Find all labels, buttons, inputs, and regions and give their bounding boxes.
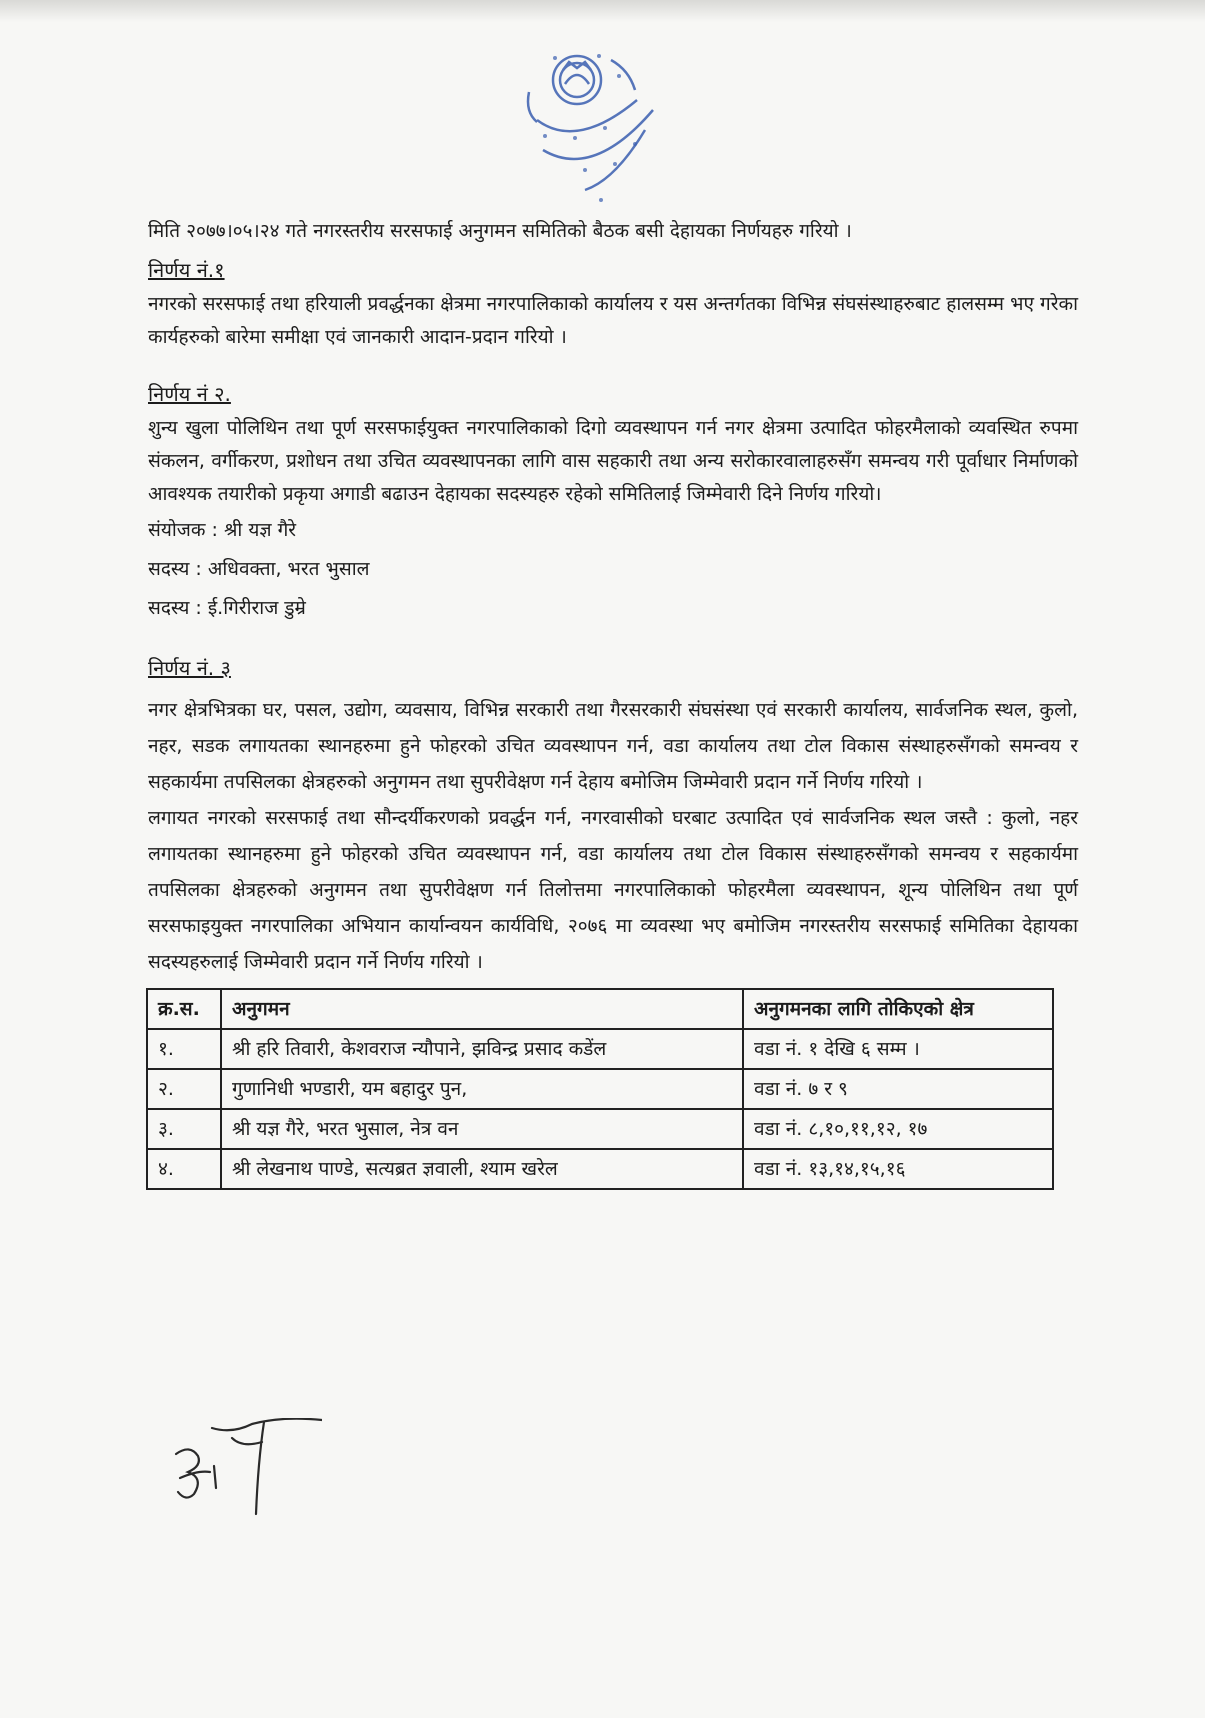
decision-3-text: नगर क्षेत्रभित्रका घर, पसल, उद्योग, व्यवसाय, विभिन्न सरकारी तथा गैरसरकारी संघसंस्था एवं सरकारी कार्यालय, सार्वजनिक स्थल, कुलो, नहर, सडक लगायतका स्थानहरुमा हुने फोहरको उचित व्यवस्थापन गर्न, वडा कार्यालय तथा टोल विकास संस्थाहरुसँगको समन्वय र सहकार्यमा तपसिलका क्षेत्रहरुको अनुगमन तथा सुपरीवेक्षण गर्न देहाय बमोजिम जिम्मेवारी प्रदान गर्ने निर्णय गरियो ।: [148, 699, 1078, 793]
cell-monitors: श्री यज्ञ गैरे, भरत भुसाल, नेत्र वन: [221, 1109, 743, 1149]
table-row: [147, 1069, 1053, 1109]
decision-2-text: शुन्य खुला पोलिथिन तथा पूर्ण सरसफाईयुक्त नगरपालिकाको दिगो व्यवस्थापन गर्न नगर क्षेत्रमा उत्पादित फोहरमैलाको व्यवस्थित रुपमा संकलन, वर्गीकरण, प्रशोधन तथा उचित व्यवस्थापनका लागि वास सहकारी तथा अन्य सरोकारवालाहरुसँग समन्वय गरी पूर्वाधार निर्माणको आवश्यक तयारीको प्रकृया अगाडी बढाउन देहायका सदस्यहरु रहेको समितिलाई जिम्मेवारी दिने निर्णय गरियो।: [148, 417, 1078, 505]
seal-stamp-icon: [515, 40, 675, 215]
cell-serial: २.: [147, 1069, 221, 1109]
decision-3-heading: निर्णय नं. ३: [148, 656, 231, 680]
handwritten-signature: [172, 1418, 322, 1518]
table-row: [147, 1149, 1053, 1189]
signature-scribble-icon: [172, 1418, 322, 1518]
document-body: [148, 215, 1078, 1190]
decision-3-text-continued: लगायत नगरको सरसफाई तथा सौन्दर्यीकरणको प्रवर्द्धन गर्न, नगरवासीको घरबाट उत्पादित एवं सार्वजनिक स्थल जस्तै : कुलो, नहर लगायतका स्थानहरुमा हुने फोहरको उचित व्यवस्थापन गर्न, वडा कार्यालय तथा टोल विकास संस्थाहरुसँगको समन्वय र सहकार्यमा तपसिलका क्षेत्रहरुको अनुगमन तथा सुपरीवेक्षण गर्न तिलोत्तमा नगरपालिकाको फोहरमैला व्यवस्थापन, शून्य पोलिथिन तथा पूर्ण सरसफाइयुक्त नगरपालिका अभियान कार्यान्वयन कार्यविधि, २०७६ मा व्यवस्था भए बमोजिम नगरस्तरीय सरसफाई समितिका देहायका सदस्यहरुलाई जिम्मेवारी प्रदान गर्ने निर्णय गरियो ।: [148, 807, 1078, 973]
cell-monitors: श्री लेखनाथ पाण्डे, सत्यब्रत ज्ञवाली, श्याम खरेल: [221, 1149, 743, 1189]
committee-member: सदस्य : ई.गिरीराज डुम्रे: [148, 597, 306, 619]
cell-serial: १.: [147, 1029, 221, 1069]
monitoring-assignment-table: [146, 988, 1054, 1190]
municipality-seal: [515, 40, 675, 215]
cell-serial: ४.: [147, 1149, 221, 1189]
table-row: [147, 1109, 1053, 1149]
decision-2-heading: निर्णय नं २.: [148, 382, 231, 406]
column-header-monitors: अनुगमन: [221, 989, 743, 1029]
cell-monitors: गुणानिधी भण्डारी, यम बहादुर पुन,: [221, 1069, 743, 1109]
committee-coordinator: संयोजक : श्री यज्ञ गैरे: [148, 519, 297, 541]
cell-monitors: श्री हरि तिवारी, केशवराज न्यौपाने, झविन्द्र प्रसाद कडेंल: [221, 1029, 743, 1069]
decision-1-heading: निर्णय नं.१: [148, 258, 225, 282]
scan-edge-shadow: [0, 0, 1205, 22]
decision-1-text: नगरको सरसफाई तथा हरियाली प्रवर्द्धनका क्षेत्रमा नगरपालिकाको कार्यालय र यस अन्तर्गतका विभिन्न संघसंस्थाहरुबाट हालसम्म भए गरेका कार्यहरुको बारेमा समीक्षा एवं जानकारी आदान-प्रदान गरियो ।: [148, 293, 1078, 348]
column-header-serial: क्र.स.: [147, 989, 221, 1029]
column-header-area: अनुगमनका लागि तोकिएको क्षेत्र: [743, 989, 1053, 1029]
cell-area: वडा नं. ८,१०,११,१२, १७: [743, 1109, 1053, 1149]
cell-serial: ३.: [147, 1109, 221, 1149]
committee-member: सदस्य : अधिवक्ता, भरत भुसाल: [148, 558, 370, 580]
intro-paragraph: मिति २०७७।०५।२४ गते नगरस्तरीय सरसफाई अनुगमन समितिको बैठक बसी देहायका निर्णयहरु गरियो ।: [148, 220, 852, 242]
table-header-row: [147, 989, 1053, 1029]
table-row: [147, 1029, 1053, 1069]
cell-area: वडा नं. १ देखि ६ सम्म ।: [743, 1029, 1053, 1069]
cell-area: वडा नं. १३,१४,१५,१६: [743, 1149, 1053, 1189]
cell-area: वडा नं. ७ र ९: [743, 1069, 1053, 1109]
